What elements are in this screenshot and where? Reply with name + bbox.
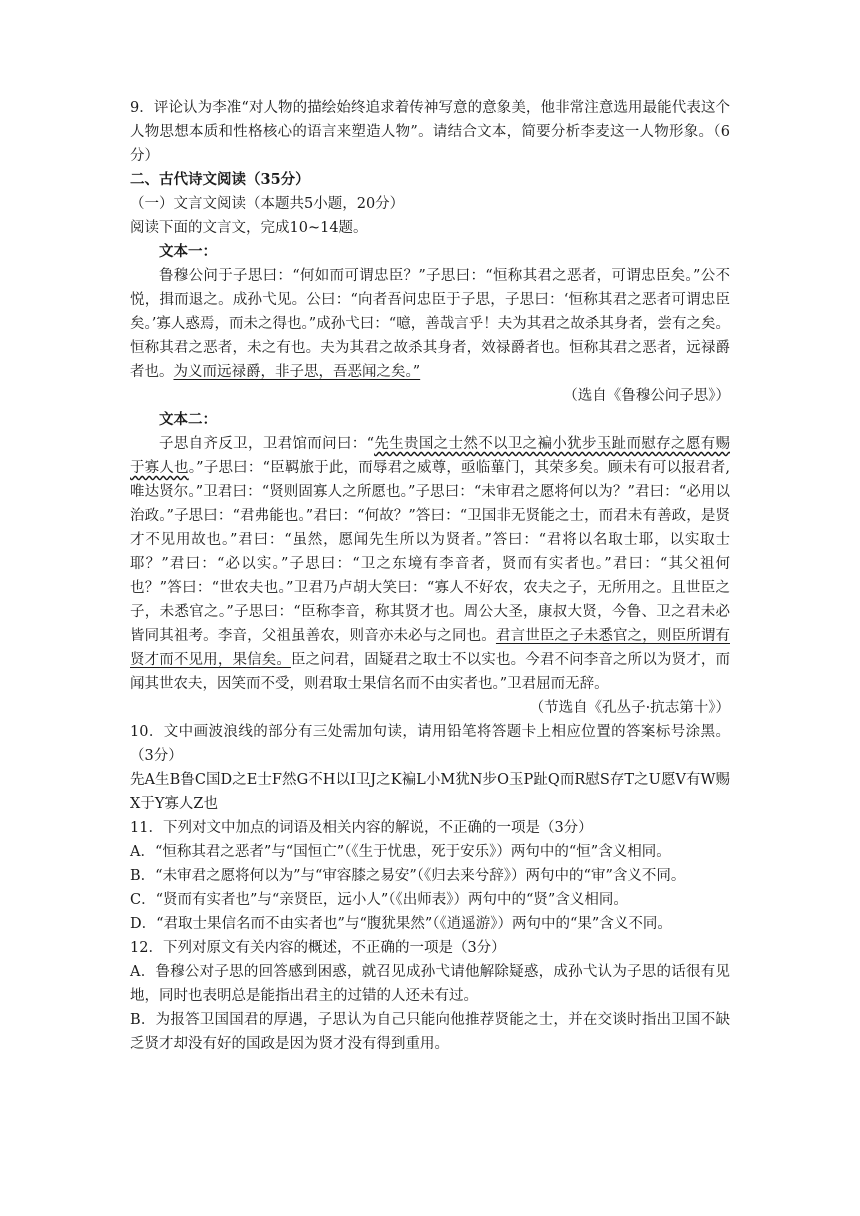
question-9: 9．评论认为李准“对人物的描绘始终追求着传神写意的意象美，他非常注意选用最能代表这个人物思想本质和性格核心的语言来塑造人物”。请结合文本，简要分析李麦这一人物形象。（6分）: [130, 100, 730, 164]
exam-page: [130, 96, 730, 1056]
question-11-option-d: D．“君取士果信名而不由实者也”与“腹犹果然”（《逍遥游》）两句中的“果”含义不同。: [130, 916, 672, 932]
question-12-option-b: B．为报答卫国国君的厚遇，子思认为自己只能向他推荐贤能之士，并在交谈时指出卫国不缺乏贤才却没有好的国政是因为贤才没有得到重用。: [130, 1012, 730, 1052]
text2-part-b: 。”子思曰：“臣羁旅于此，而辱君之威尊，亟临蓽门，其荣多矣。顾未有可以报君者,唯达贤尔。”卫君曰：“贤则固寡人之所愿也。”子思曰：“未审君之愿将何以为？”君曰：“必用以治政。”子思曰：“君弗能也。”君曰：“何故？”答曰：“卫国非无贤能之士，而君未有善政，是贤才不见用故也。”君曰：“虽然，愿闻先生所以为贤者。”答曰：“君将以名取士耶，以实取士耶？”君曰：“必以实。”子思曰：“卫之东境有李音者，贤而有实者也。”君曰：“其父祖何也？”答曰：“世农夫也。”卫君乃卢胡大笑曰：“寡人不好农，农夫之子，无所用之。且世臣之子，未悉官之。”子思曰：“臣称李音，称其贤才也。周公大圣，康叔大贤，今鲁、卫之君未必皆同其祖考。李音，父祖虽善农，则音亦未必与之同也。: [130, 460, 730, 644]
question-12: 12．下列对原文有关内容的概述，不正确的一项是（3分）: [130, 940, 506, 956]
text2-source: （节选自《孔丛子·抗志第十》）: [529, 700, 730, 716]
text2-title: 文本二：: [159, 411, 217, 428]
question-10-options: 先A生B鲁C国D之E士F然G不H以I卫J之K褊L小M犹N步O玉P趾Q而R慰S存T之U愿V有W赐X于Y寡人Z也: [130, 772, 730, 812]
subsection-heading: （一）文言文阅读（本题共5小题，20分）: [130, 196, 405, 212]
question-10: 10．文中画波浪线的部分有三处需加句读，请用铅笔将答题卡上相应位置的答案标号涂黑。（3分）: [130, 724, 730, 764]
text2-part-c: 臣之问君，固疑君之取士不以实也。今君不问李音之所以为贤才，而闻其世农夫，因笑而不受，则君取士果信名而不由实者也。”卫君屈而无辞。: [130, 652, 731, 692]
text2-wavy-underlined: 先生贵国之士然不以卫之褊小犹步玉趾而慰存之愿有赐于寡人也: [130, 436, 730, 476]
section-heading: 二、古代诗文阅读（35分）: [130, 171, 310, 188]
question-11: 11．下列对文中加点的词语及相关内容的解说，不正确的一项是（3分）: [130, 820, 593, 836]
text1-body: [130, 264, 730, 384]
text2-body: [130, 432, 730, 696]
text1-body-main: 鲁穆公问于子思曰：“何如而可谓忠臣？”子思曰：“恒称其君之恶者，可谓忠臣矣。”公不悦，揖而退之。成孙弋见。公曰：“向者吾问忠臣于子思，子思曰：‘恒称其君之恶者可谓忠臣矣。’寡人惑焉，而未之得也。”成孙弋曰：“噫，善哉言乎！夫为其君之故杀其身者，尝有之矣。恒称其君之恶者，未之有也。夫为其君之故杀其身者，效禄爵者也。恒称其君之恶者，远禄爵者也。: [130, 268, 730, 380]
instruction: 阅读下面的文言文，完成10~14题。: [130, 220, 368, 236]
text1-underlined: 为义而远禄爵，非子思，吾恶闻之矣。”: [173, 364, 421, 380]
question-11-option-c: C．“贤而有实者也”与“亲贤臣，远小人”（《出师表》）两句中的“贤”含义相同。: [130, 892, 628, 908]
text1-title: 文本一：: [159, 243, 217, 260]
question-12-option-a: A．鲁穆公对子思的回答感到困惑，就召见成孙弋请他解除疑惑，成孙弋认为子思的话很有见地，同时也表明总是能指出君主的过错的人还未有过。: [130, 964, 730, 1004]
question-11-option-b: B．“未审君之愿将何以为”与“审容膝之易安”（《归去来兮辞》）两句中的“审”含义不同。: [130, 868, 686, 884]
text2-part-a: 子思自齐反卫，卫君馆而问曰：“: [159, 436, 375, 452]
text2-underlined: 君言世臣之子未悉官之，则臣所谓有贤才而不见用，果信矣。: [130, 628, 730, 668]
question-11-option-a: A．“恒称其君之恶者”与“国恒亡”（《生于忧患，死于安乐》）两句中的“恒”含义相同。: [130, 844, 671, 860]
text1-source: （选自《鲁穆公问子思》）: [563, 388, 730, 404]
